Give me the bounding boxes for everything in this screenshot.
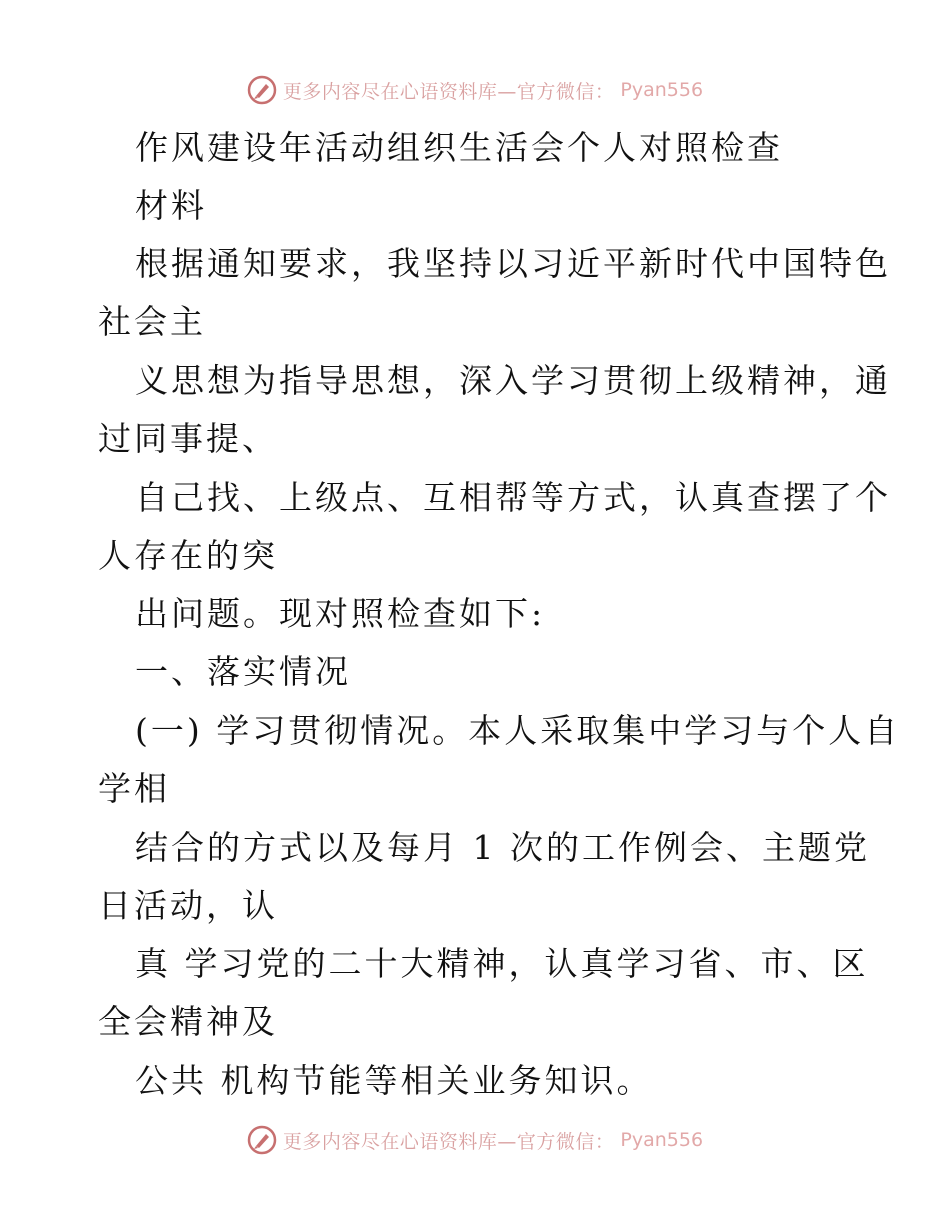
watermark-wechat-id: Pyan556 (620, 79, 704, 101)
doc-line: 材料 (135, 186, 207, 225)
doc-line: 公共 机构节能等相关业务知识。 (135, 1061, 653, 1100)
doc-line: 全会精神及 (98, 1002, 278, 1041)
doc-line: 作风建设年活动组织生活会个人对照检查 (135, 128, 783, 167)
pen-nib-logo-icon (247, 75, 277, 105)
doc-line: 学相 (98, 769, 170, 808)
watermark-wechat-id: Pyan556 (620, 1129, 704, 1151)
doc-line: 过同事提、 (98, 419, 278, 458)
section-heading: 一、落实情况 (135, 652, 351, 691)
pen-nib-logo-icon (247, 1125, 277, 1155)
doc-line: 自己找、上级点、互相帮等方式，认真查摆了个 (135, 478, 891, 517)
doc-line: 出问题。现对照检查如下: (135, 594, 546, 633)
doc-line: 人存在的突 (98, 536, 278, 575)
doc-line: 日活动，认 (98, 886, 278, 925)
doc-line: 结合的方式以及每月 1 次的工作例会、主题党 (135, 828, 870, 867)
watermark-header (0, 70, 950, 110)
doc-line: (一) 学习贯彻情况。本人采取集中学习与个人自 (135, 711, 901, 750)
doc-line: 真 学习党的二十大精神，认真学习省、市、区 (135, 944, 869, 983)
watermark-text: 更多内容尽在心语资料库—官方微信： (282, 1130, 615, 1153)
watermark-text: 更多内容尽在心语资料库—官方微信： (282, 80, 615, 103)
doc-line: 社会主 (98, 302, 206, 341)
watermark-footer (0, 1120, 950, 1160)
doc-line: 义思想为指导思想，深入学习贯彻上级精神，通 (135, 361, 891, 400)
doc-line: 根据通知要求，我坚持以习近平新时代中国特色 (135, 244, 891, 283)
